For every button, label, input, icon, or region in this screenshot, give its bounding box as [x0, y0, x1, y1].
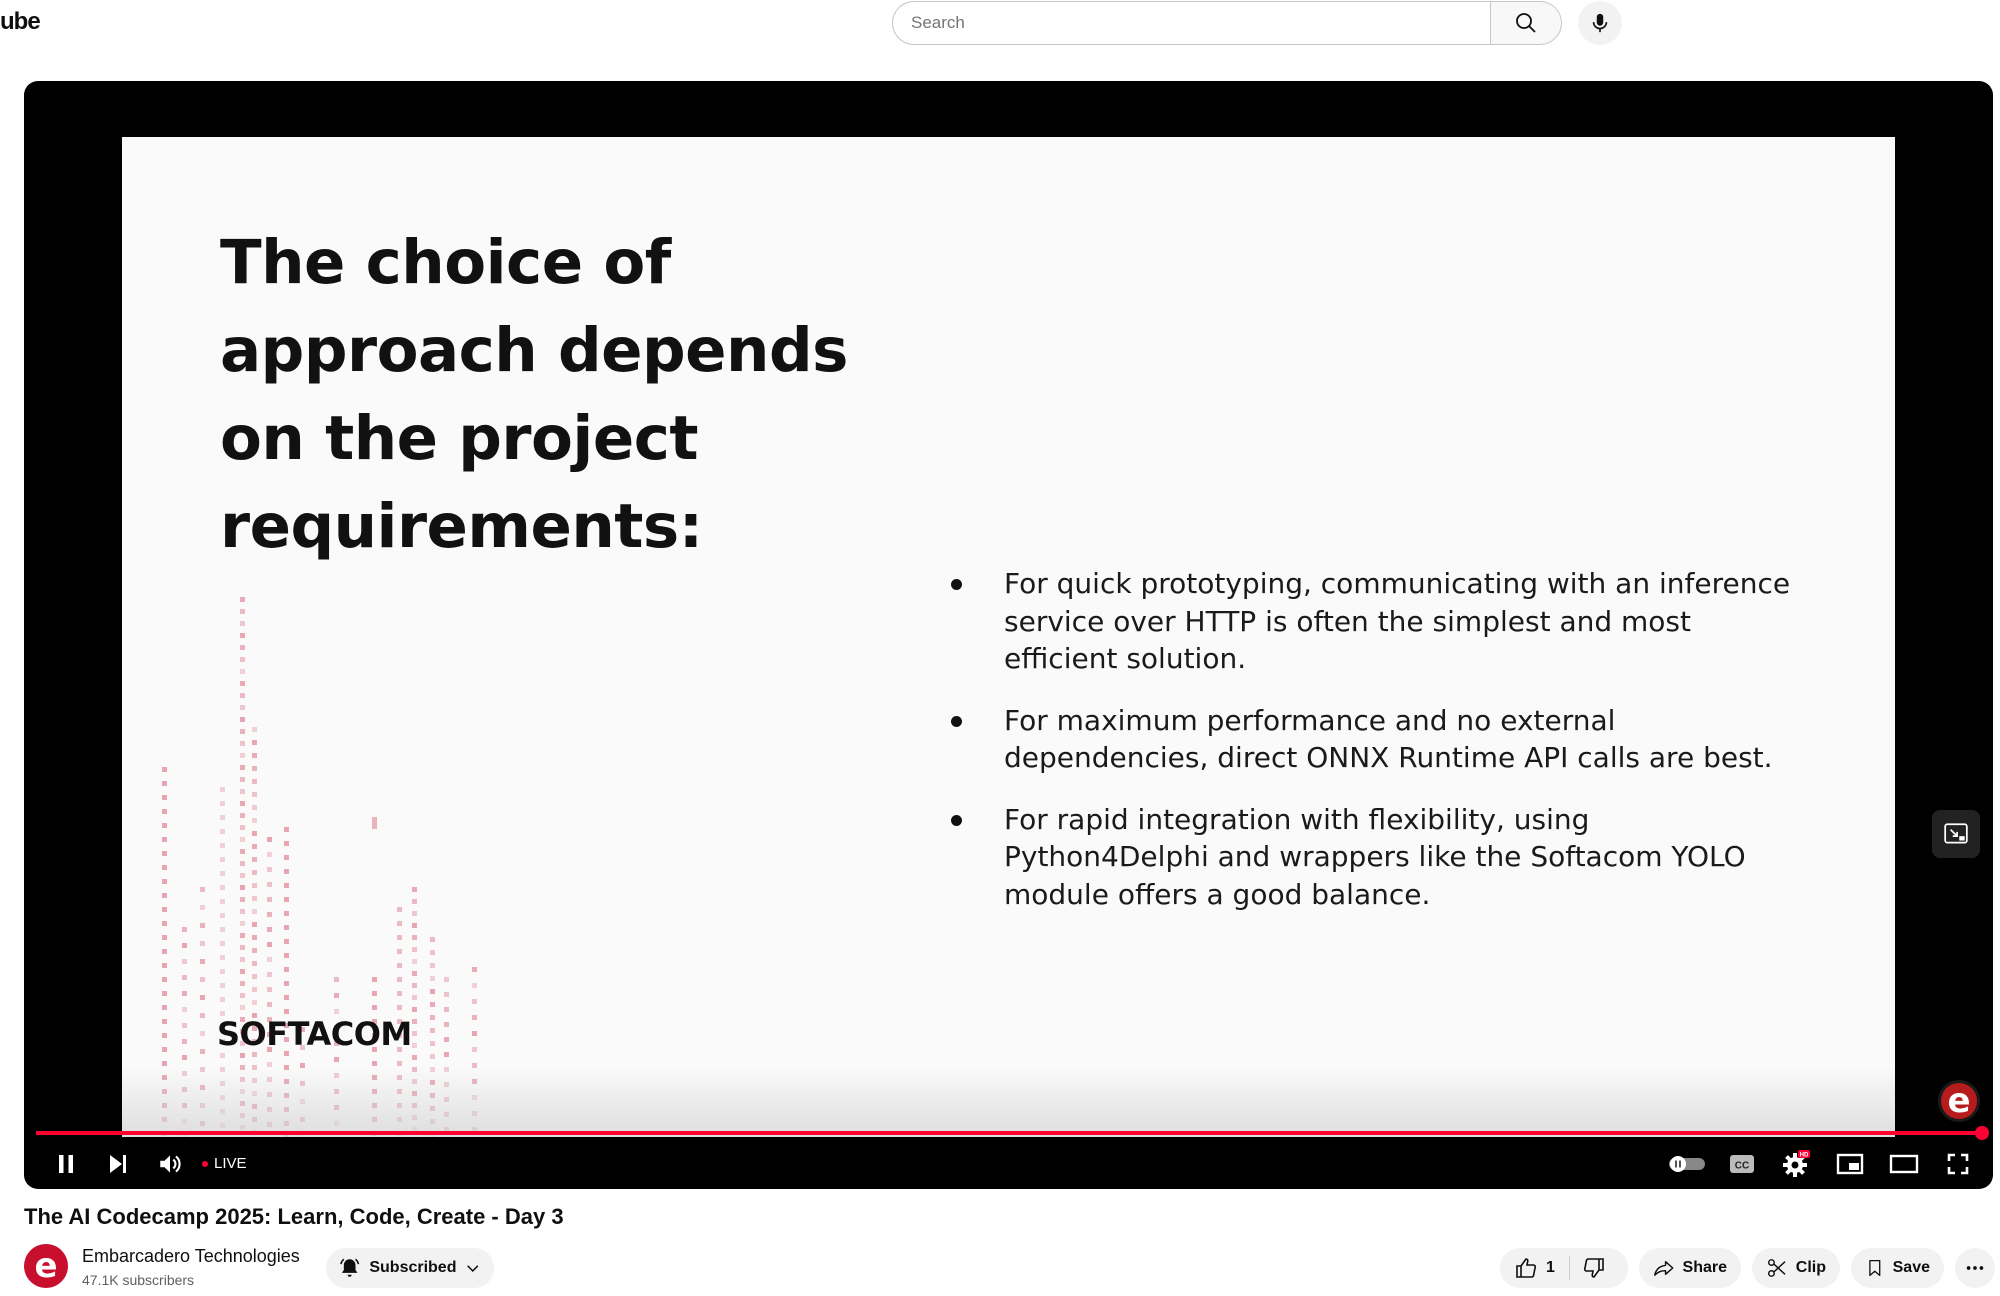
hd-badge: HD — [1799, 1152, 1809, 1159]
pixel-square — [252, 831, 257, 836]
pixel-square — [252, 961, 257, 966]
pixel-square — [472, 1047, 477, 1052]
pixel-square — [162, 865, 167, 870]
pixel-square — [252, 753, 257, 758]
slide-title — [220, 219, 920, 571]
bullet-item — [944, 801, 1844, 914]
pixel-square — [240, 861, 245, 866]
subscribed-label: Subscribed — [369, 1259, 457, 1276]
bullet-line: efficient solution. — [1004, 642, 1247, 675]
pixel-square — [412, 1031, 417, 1036]
fullscreen-button[interactable] — [1940, 1147, 1976, 1181]
pixel-square — [252, 779, 257, 784]
pixel-square — [430, 976, 435, 981]
pixel-square — [182, 975, 187, 980]
bell-icon — [338, 1256, 361, 1280]
clip-label: Clip — [1795, 1259, 1826, 1276]
bullet-dot-icon — [951, 815, 962, 826]
pixel-square — [284, 897, 289, 902]
pixel-square — [252, 883, 257, 888]
pixel-square — [252, 935, 257, 940]
pixel-square — [182, 1007, 187, 1012]
pixel-square — [252, 870, 257, 875]
live-dot-icon — [202, 1161, 208, 1167]
pixel-square — [267, 837, 272, 842]
save-label: Save — [1892, 1259, 1930, 1276]
pixel-square — [240, 849, 245, 854]
pixel-square — [162, 963, 167, 968]
pixel-square — [240, 621, 245, 626]
pixel-square — [220, 829, 225, 834]
pixel-square — [162, 907, 167, 912]
pixel-square — [372, 1005, 377, 1010]
pixel-square — [444, 1052, 449, 1057]
pixel-square — [240, 837, 245, 842]
player-controls — [24, 1139, 1993, 1189]
pixel-square — [240, 1053, 245, 1058]
pixel-square — [162, 1047, 167, 1052]
pixel-square — [200, 887, 205, 892]
pixel-square — [162, 1005, 167, 1010]
pixel-square — [220, 983, 225, 988]
next-button[interactable] — [100, 1147, 136, 1181]
pixel-square — [267, 897, 272, 902]
pixel-square — [252, 857, 257, 862]
pixel-square — [252, 922, 257, 927]
pixel-square — [412, 959, 417, 964]
slide-bottom-gradient — [122, 1067, 1895, 1137]
pixel-square — [240, 981, 245, 986]
search-box — [892, 1, 1491, 45]
pixel-square — [240, 825, 245, 830]
pixel-square — [472, 999, 477, 1004]
pixel-square — [252, 974, 257, 979]
pixel-square — [397, 991, 402, 996]
pixel-square — [284, 869, 289, 874]
share-label: Share — [1682, 1259, 1727, 1276]
autoplay-toggle[interactable] — [1666, 1147, 1708, 1181]
pixel-square — [240, 957, 245, 962]
bullet-line: For quick prototyping, communicating with an inference — [1004, 567, 1791, 600]
bullet-item — [944, 565, 1844, 678]
pixel-square — [444, 1022, 449, 1027]
pixel-square — [240, 633, 245, 638]
search-input[interactable] — [893, 2, 1491, 44]
pixel-square — [240, 789, 245, 794]
pause-button[interactable] — [48, 1147, 84, 1181]
pixel-square — [162, 991, 167, 996]
slide-title-line: approach depends — [220, 315, 848, 386]
pixel-square — [252, 1000, 257, 1005]
pixel-square — [240, 645, 245, 650]
pixel-square — [200, 1013, 205, 1018]
share-icon — [1653, 1256, 1675, 1280]
pixel-square — [397, 1005, 402, 1010]
pixel-square — [430, 937, 435, 942]
pixel-square — [162, 1019, 167, 1024]
pixel-square — [252, 818, 257, 823]
subscribed-button[interactable] — [326, 1248, 494, 1288]
pixel-square — [240, 1005, 245, 1010]
pixel-square — [252, 948, 257, 953]
pixel-square — [284, 841, 289, 846]
pixel-square — [252, 740, 257, 745]
pixel-square — [284, 981, 289, 986]
live-label: LIVE — [214, 1155, 247, 1172]
pixel-square — [412, 887, 417, 892]
pixel-square — [200, 1031, 205, 1036]
softacom-logo: SOFTACOM — [217, 1015, 412, 1053]
slide-title-line: requirements: — [220, 491, 703, 562]
pixel-square — [240, 897, 245, 902]
pixel-square — [412, 983, 417, 988]
pixel-square — [162, 767, 167, 772]
bullet-line: For rapid integration with flexibility, using — [1004, 802, 1590, 836]
pixel-square — [240, 945, 245, 950]
pixel-square — [220, 899, 225, 904]
pixel-square — [252, 896, 257, 901]
pixel-square — [200, 941, 205, 946]
pixel-square — [267, 882, 272, 887]
pixel-square — [412, 1055, 417, 1060]
pixel-square — [162, 1061, 167, 1066]
pixel-square — [240, 681, 245, 686]
pixel-square — [412, 971, 417, 976]
pixel-square — [267, 912, 272, 917]
pixel-square — [444, 1007, 449, 1012]
live-indicator[interactable] — [202, 1155, 247, 1172]
pixel-square — [412, 923, 417, 928]
pixel-square — [200, 1049, 205, 1054]
pixel-square — [284, 967, 289, 972]
pixel-square — [162, 781, 167, 786]
pixel-square — [372, 817, 377, 829]
scissors-icon — [1766, 1257, 1788, 1279]
pixel-square — [220, 955, 225, 960]
pixel-square — [182, 1055, 187, 1060]
pixel-square — [252, 792, 257, 797]
pixel-square — [240, 729, 245, 734]
pixel-square — [397, 949, 402, 954]
slide-title-line: The choice of — [220, 227, 671, 298]
pixel-square — [240, 717, 245, 722]
pixel-square — [220, 913, 225, 918]
pixel-square — [220, 885, 225, 890]
pixel-square — [430, 963, 435, 968]
pixel-square — [284, 827, 289, 832]
pixel-square — [472, 967, 477, 972]
pixel-square — [162, 935, 167, 940]
mute-button[interactable] — [152, 1147, 188, 1181]
volume-icon — [157, 1151, 183, 1177]
pixel-square — [240, 813, 245, 818]
pixel-square — [334, 993, 339, 998]
pixel-square — [252, 909, 257, 914]
pixel-square — [397, 977, 402, 982]
pixel-square — [162, 921, 167, 926]
pixel-square — [240, 597, 245, 602]
pixel-square — [267, 957, 272, 962]
voice-search-button[interactable] — [1578, 1, 1622, 45]
pixel-square — [240, 693, 245, 698]
svg-text:CC: CC — [1734, 1160, 1750, 1172]
pixel-square — [412, 947, 417, 952]
pixel-square — [162, 795, 167, 800]
pixel-square — [397, 935, 402, 940]
pause-icon — [54, 1152, 78, 1176]
pixel-square — [182, 1023, 187, 1028]
pixel-square — [267, 1002, 272, 1007]
settings-icon — [1781, 1149, 1811, 1179]
pixel-square — [430, 1054, 435, 1059]
expand-card-icon — [1943, 821, 1969, 847]
more-horizontal-icon — [1964, 1257, 1986, 1279]
pixel-square — [220, 871, 225, 876]
pixel-square — [372, 991, 377, 996]
pixel-square — [182, 943, 187, 948]
pixel-square — [334, 977, 339, 982]
card-teaser-button[interactable] — [1932, 810, 1980, 858]
pixel-square — [412, 1043, 417, 1048]
pixel-square — [472, 1015, 477, 1020]
search-button[interactable] — [1490, 1, 1562, 45]
captions-button[interactable] — [1724, 1147, 1760, 1181]
pixel-square — [267, 942, 272, 947]
bullet-list — [944, 565, 1844, 937]
chevron-down-icon — [464, 1259, 482, 1277]
like-divider — [1569, 1256, 1570, 1280]
pixel-square — [397, 1061, 402, 1066]
pixel-square — [252, 805, 257, 810]
pixel-square — [240, 669, 245, 674]
pixel-square — [267, 927, 272, 932]
pixel-square — [220, 857, 225, 862]
miniplayer-icon — [1836, 1153, 1864, 1175]
pixel-square — [220, 969, 225, 974]
pixel-square — [220, 843, 225, 848]
pixel-square — [182, 1039, 187, 1044]
pixel-square — [430, 950, 435, 955]
clip-button[interactable] — [1752, 1248, 1840, 1288]
pixel-square — [444, 992, 449, 997]
pixel-square — [200, 959, 205, 964]
pixel-square — [472, 1031, 477, 1036]
pixel-square — [220, 815, 225, 820]
autoplay-toggle-icon — [1668, 1154, 1706, 1174]
bullet-dot-icon — [951, 716, 962, 727]
search-icon — [1514, 11, 1538, 35]
pixel-square — [220, 801, 225, 806]
pixel-square — [252, 727, 257, 732]
pixel-square — [220, 1053, 225, 1058]
pixel-square — [240, 909, 245, 914]
progress-scrubber[interactable] — [1975, 1126, 1989, 1140]
bullet-line: dependencies, direct ONNX Runtime API calls are best. — [1004, 741, 1773, 774]
pixel-square — [240, 777, 245, 782]
pixel-square — [472, 983, 477, 988]
bullet-line: Python4Delphi and wrappers like the Softacom YOLO — [1004, 840, 1746, 873]
pixel-square — [182, 991, 187, 996]
pixel-square — [267, 867, 272, 872]
pixel-square — [267, 972, 272, 977]
pixel-square — [240, 873, 245, 878]
pixel-square — [240, 993, 245, 998]
pixel-square — [240, 741, 245, 746]
pixel-square — [284, 911, 289, 916]
pixel-square — [412, 935, 417, 940]
like-icon[interactable] — [1514, 1256, 1538, 1280]
pixel-square — [397, 907, 402, 912]
share-button[interactable] — [1639, 1248, 1741, 1288]
pixel-square — [444, 977, 449, 982]
like-dislike-group — [1500, 1248, 1628, 1288]
pixel-square — [162, 851, 167, 856]
pixel-square — [430, 1015, 435, 1020]
pixel-square — [240, 801, 245, 806]
pixel-square — [284, 855, 289, 860]
pixel-square — [412, 1007, 417, 1012]
pixel-square — [284, 883, 289, 888]
pixel-square — [240, 765, 245, 770]
pixel-square — [162, 949, 167, 954]
pixel-square — [200, 995, 205, 1000]
pixel-square — [240, 933, 245, 938]
pixel-square — [284, 995, 289, 1000]
fullscreen-icon — [1946, 1152, 1970, 1176]
pixel-square — [240, 753, 245, 758]
pixel-square — [162, 823, 167, 828]
pixel-square — [284, 925, 289, 930]
settings-button[interactable] — [1778, 1147, 1814, 1181]
pixel-square — [267, 852, 272, 857]
pixel-square — [444, 1037, 449, 1042]
pixel-square — [200, 977, 205, 982]
pixel-square — [240, 885, 245, 890]
pixel-square — [240, 705, 245, 710]
youtube-logo[interactable]: ube — [0, 8, 40, 35]
pixel-square — [252, 844, 257, 849]
pixel-square — [284, 939, 289, 944]
pixel-square — [162, 809, 167, 814]
miniplayer-button[interactable] — [1832, 1147, 1868, 1181]
pixel-square — [334, 1009, 339, 1014]
dislike-icon[interactable] — [1582, 1256, 1606, 1280]
video-player[interactable] — [24, 81, 1993, 1189]
masthead — [0, 0, 2000, 48]
channel-avatar[interactable]: e — [24, 1244, 68, 1288]
progress-bar[interactable] — [36, 1131, 1981, 1135]
pixel-square — [252, 766, 257, 771]
pixel-square — [220, 927, 225, 932]
bullet-line: service over HTTP is often the simplest and most — [1004, 604, 1691, 638]
bookmark-icon — [1865, 1257, 1885, 1279]
bullet-line: For maximum performance and no external — [1004, 703, 1616, 737]
slide-title-line: on the project — [220, 403, 699, 474]
pixel-square — [412, 899, 417, 904]
pixel-square — [220, 787, 225, 792]
pixel-square — [252, 987, 257, 992]
channel-name[interactable]: Embarcadero Technologies — [82, 1246, 300, 1266]
pixel-square — [372, 977, 377, 982]
pixel-square — [397, 963, 402, 968]
pixel-square — [162, 837, 167, 842]
pixel-square — [430, 1002, 435, 1007]
pixel-square — [162, 893, 167, 898]
pixel-square — [240, 921, 245, 926]
more-actions-button[interactable] — [1955, 1248, 1995, 1288]
pixel-square — [240, 969, 245, 974]
theater-mode-icon — [1889, 1154, 1919, 1174]
save-button[interactable] — [1851, 1248, 1944, 1288]
pixel-square — [430, 989, 435, 994]
like-count: 1 — [1546, 1259, 1555, 1276]
pixel-square — [412, 1019, 417, 1024]
pixel-square — [162, 977, 167, 982]
pixel-square — [200, 905, 205, 910]
bullet-dot-icon — [951, 579, 962, 590]
bullet-item — [944, 702, 1844, 777]
pixel-square — [430, 1028, 435, 1033]
pixel-square — [220, 941, 225, 946]
pixel-square — [162, 1033, 167, 1038]
bullet-line: module offers a good balance. — [1004, 877, 1431, 911]
pixel-square — [240, 609, 245, 614]
pixel-square — [267, 987, 272, 992]
pixel-square — [412, 911, 417, 916]
captions-icon — [1728, 1153, 1756, 1175]
pixel-square — [220, 997, 225, 1002]
subscriber-count: 47.1K subscribers — [82, 1272, 195, 1288]
pixel-square — [182, 927, 187, 932]
pixel-square — [284, 953, 289, 958]
pixel-square — [397, 921, 402, 926]
video-title: The AI Codecamp 2025: Learn, Code, Create - Day 3 — [24, 1204, 564, 1229]
next-icon — [106, 1152, 130, 1176]
pixel-square — [430, 1041, 435, 1046]
pixel-square — [412, 995, 417, 1000]
pixel-square — [182, 959, 187, 964]
theater-mode-button[interactable] — [1886, 1147, 1922, 1181]
pixel-square — [284, 1009, 289, 1014]
pixel-square — [200, 923, 205, 928]
channel-watermark[interactable]: e — [1938, 1080, 1980, 1122]
presentation-slide — [122, 137, 1895, 1137]
microphone-icon — [1589, 12, 1611, 34]
pixel-square — [240, 657, 245, 662]
pixel-square — [372, 1061, 377, 1066]
pixel-square — [162, 879, 167, 884]
pixel-square — [334, 1057, 339, 1062]
